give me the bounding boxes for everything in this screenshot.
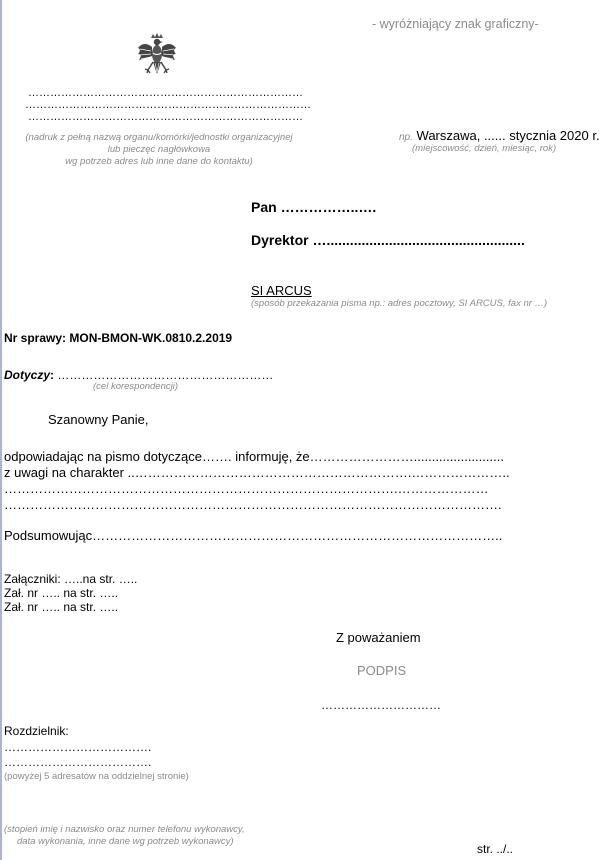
recipient-salutation: Pan ……………..…. — [251, 199, 377, 215]
signature-placeholder: PODPIS — [357, 663, 407, 678]
case-number-value: MON-BMON-WK.0810.2.2019 — [69, 331, 233, 345]
letterhead-line-1: ………………………………………………………………… — [28, 87, 303, 99]
distribution-line-2: ………………………………. — [4, 755, 152, 769]
distribution-hint: (powyżej 5 adresatów na oddzielnej stronie) — [4, 771, 189, 782]
signature-line: ………………………… — [321, 698, 441, 712]
body-line-4: ……………………………………………………………………………………………………. — [4, 497, 502, 512]
delivery-method-hint: (sposób przekazania pisma np.: adres pocztowy, SI ARCUS, fax nr …) — [251, 298, 548, 309]
closing-phrase: Z poważaniem — [336, 630, 421, 645]
page-number: str. ../.. — [477, 842, 514, 856]
page-left-border — [0, 0, 2, 860]
case-number-label: Nr sprawy: — [4, 331, 67, 345]
place-date — [399, 128, 600, 143]
subject-hint: (cel korespondencji) — [93, 381, 179, 392]
attachments-line-1: Załączniki: …..na str. ….. — [4, 572, 138, 586]
author-hint-1: (stopień imię i nazwisko oraz numer telefonu wykonawcy, — [4, 824, 245, 835]
body-line-3: ……………………………………………………………………………….………………… — [4, 481, 489, 496]
place-prefix: np. — [399, 132, 413, 143]
greeting: Szanowny Panie, — [48, 412, 149, 427]
letterhead-line-3: ………………………………………………………………… — [28, 111, 303, 123]
attachments-line-3: Zał. nr ….. na str. ….. — [4, 600, 119, 614]
letterhead-line-2: …………………………………………………………………… — [25, 99, 311, 111]
distribution-line-1: ………………………………. — [4, 740, 152, 754]
graphic-mark-label: - wyróżniający znak graficzny- — [372, 17, 539, 31]
case-number — [4, 331, 232, 345]
author-hint-2: data wykonania, inne dane wg potrzeb wykonawcy) — [17, 836, 234, 847]
letterhead-hint-2: lub pieczęć nagłówkowa — [107, 144, 211, 155]
recipient-position: Dyrektor …................................................... — [251, 232, 525, 248]
subject-colon: : — [50, 368, 55, 382]
letterhead-hint-3: wg potrzeb adres lub inne dane do kontaktu) — [65, 156, 253, 167]
subject-line — [4, 368, 273, 382]
place-date-text: Warszawa, ...... stycznia 2020 r. — [416, 128, 600, 143]
distribution-label: Rozdzielnik: — [4, 724, 69, 738]
body-line-2: z uwagi na charakter ..……………………………………………………….………………….. — [4, 465, 510, 480]
delivery-method: SI ARCUS — [251, 283, 312, 298]
polish-eagle-emblem-icon — [136, 32, 178, 84]
subject-dots: ……………………………………………… — [54, 368, 274, 382]
attachments-line-2: Zał. nr ….. na str. ….. — [4, 586, 119, 600]
subject-label: Dotyczy — [4, 368, 51, 382]
summary-line: Podsumowując………………………………………………………………………………….. — [4, 528, 503, 543]
place-date-hint: (miejscowość, dzień, miesiąc, rok) — [412, 143, 557, 154]
letterhead-hint-1: (nadruk z pełną nazwą organu/komórki/jednostki organizacyjnej — [25, 132, 293, 143]
body-line-1: odpowiadając na pismo dotyczące……. informuję, że……………………......................... — [4, 449, 504, 464]
